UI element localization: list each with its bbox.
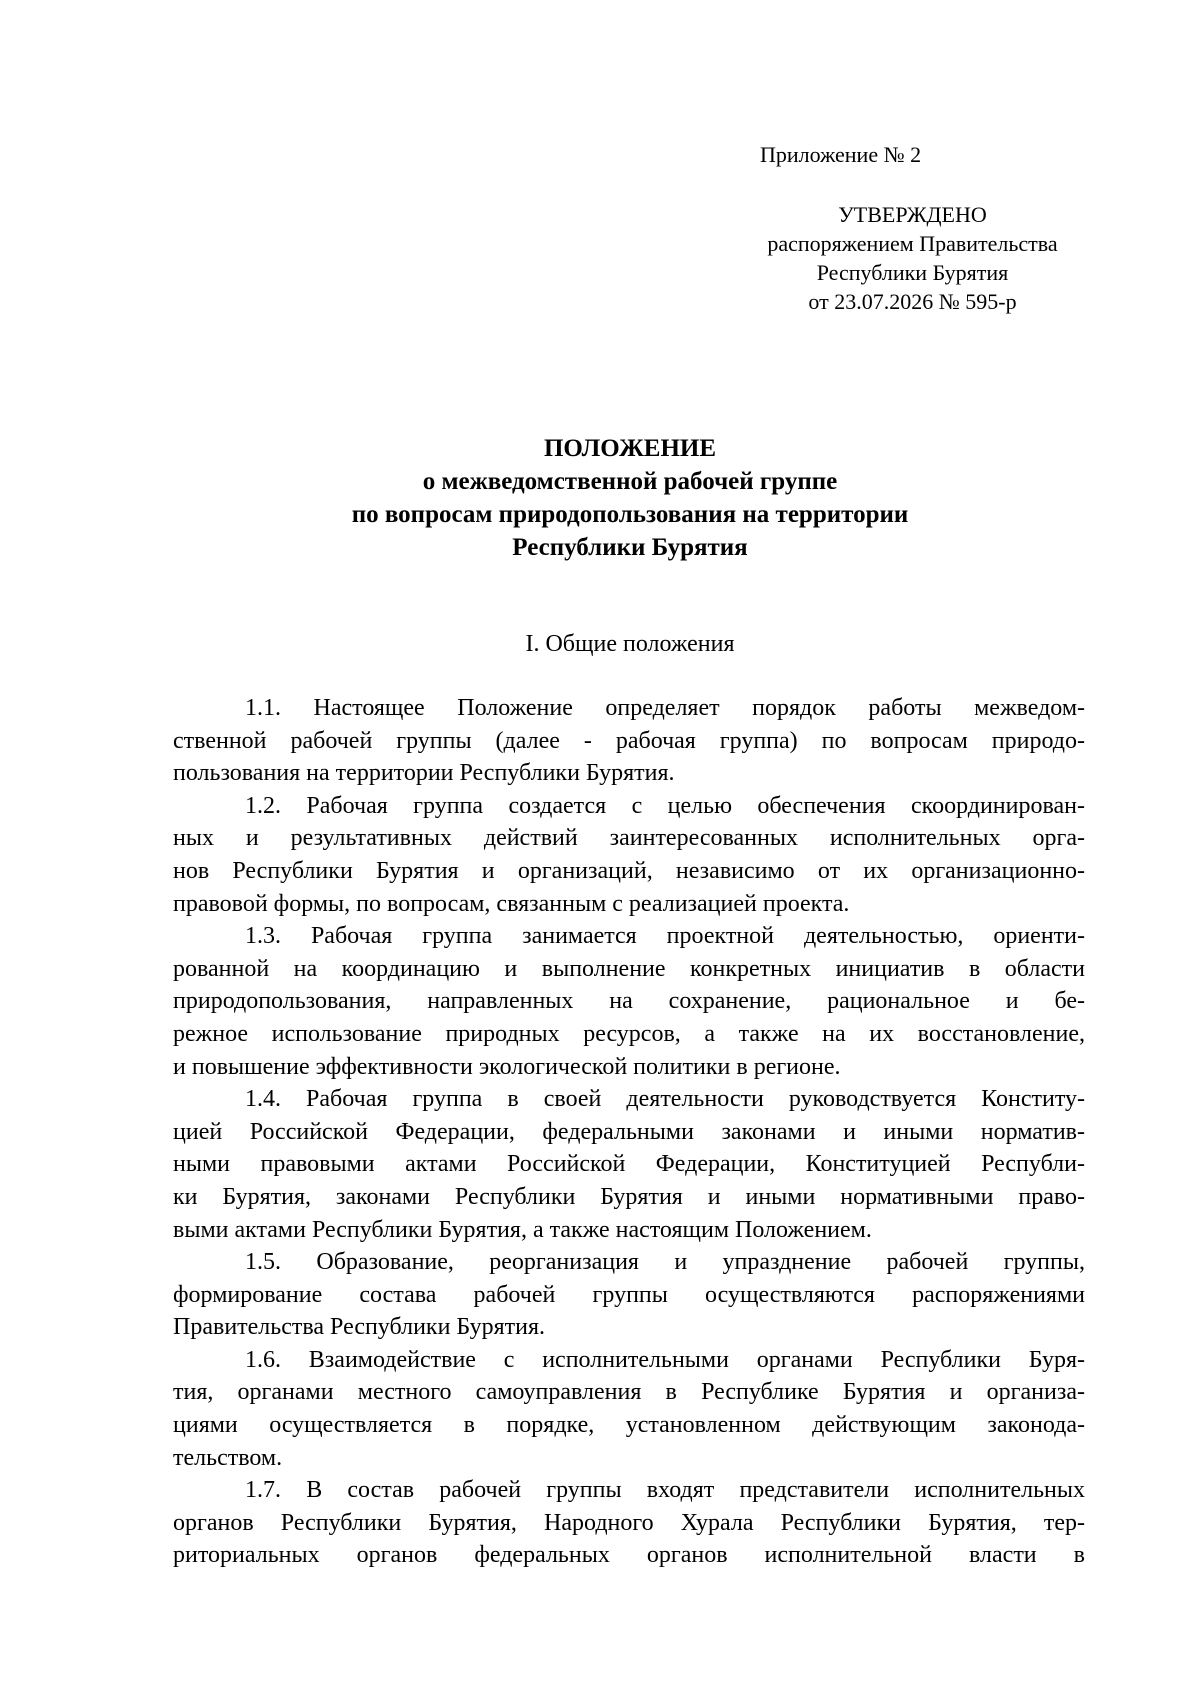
paragraph-line: 1.5. Образование, реорганизация и упразднение рабочей группы, bbox=[245, 1249, 1085, 1276]
paragraph-line: 1.7. В состав рабочей группы входят представители исполнительных bbox=[245, 1477, 1085, 1504]
title-line-3: по вопросам природопользования на территории bbox=[351, 501, 909, 528]
paragraph-line: 1.6. Взаимодействие с исполнительными органами Республики Буря- bbox=[245, 1346, 1085, 1373]
paragraph-line: 1.1. Настоящее Положение определяет порядок работы межведом- bbox=[245, 695, 1085, 721]
paragraph-line: режное использование природных ресурсов, а также на их восстановление, bbox=[173, 1020, 1085, 1047]
approval-line-3: от 23.07.2026 № 595-р bbox=[808, 289, 1017, 314]
section-heading: I. Общие положения bbox=[525, 631, 735, 657]
paragraph bbox=[173, 920, 1085, 1083]
paragraph-line: ственной рабочей группы (далее - рабочая группа) по вопросам природо- bbox=[173, 727, 1085, 754]
paragraph bbox=[173, 1474, 1085, 1572]
paragraph bbox=[173, 1083, 1085, 1246]
paragraph-line: риториальных органов федеральных органов исполнительной власти в bbox=[173, 1542, 1085, 1569]
paragraph-line: и повышение эффективности экологической политики в регионе. bbox=[173, 1053, 841, 1080]
approval-stamp-block bbox=[740, 200, 1085, 316]
approved-label: УТВЕРЖДЕНО bbox=[838, 202, 987, 227]
approval-line-1: распоряжением Правительства bbox=[767, 231, 1058, 256]
paragraph-line: тельством. bbox=[173, 1444, 283, 1471]
paragraph-line: выми актами Республики Бурятия, а также настоящим Положением. bbox=[173, 1216, 872, 1243]
paragraph-line: формирование состава рабочей группы осуществляются распоряжениями bbox=[173, 1281, 1085, 1308]
paragraph-line: 1.2. Рабочая группа создается с целью обеспечения скоординирован- bbox=[245, 792, 1085, 819]
paragraph-line: Правительства Республики Бурятия. bbox=[173, 1314, 546, 1341]
paragraph bbox=[173, 692, 1085, 790]
paragraph bbox=[173, 1344, 1085, 1474]
appendix-label: Приложение № 2 bbox=[760, 142, 922, 167]
paragraph-line: 1.4. Рабочая группа в своей деятельности руководствуется Конститу- bbox=[245, 1086, 1085, 1113]
approval-line-2: Республики Бурятия bbox=[816, 260, 1009, 285]
title-line-2: о межведомственной рабочей группе bbox=[422, 468, 838, 495]
paragraph-line: ных и результативных действий заинтересованных исполнительных орга- bbox=[173, 825, 1085, 852]
paragraph-line: нов Республики Бурятия и организаций, независимо от их организационно- bbox=[173, 857, 1085, 884]
document-body bbox=[173, 692, 1085, 1572]
paragraph-line: цией Российской Федерации, федеральными законами и иными норматив- bbox=[173, 1118, 1085, 1145]
document-title bbox=[160, 432, 1100, 564]
paragraph-line: тия, органами местного самоуправления в Республике Бурятия и организа- bbox=[173, 1379, 1085, 1406]
paragraph-line: правовой формы, по вопросам, связанным с реализацией проекта. bbox=[173, 890, 850, 917]
paragraph-line: 1.3. Рабочая группа занимается проектной деятельностью, ориенти- bbox=[245, 923, 1085, 950]
paragraph-line: ными правовыми актами Российской Федерации, Конституцией Республи- bbox=[173, 1151, 1085, 1178]
paragraph bbox=[173, 790, 1085, 920]
paragraph-line: пользования на территории Республики Бурятия. bbox=[173, 760, 675, 787]
paragraph-line: рованной на координацию и выполнение конкретных инициатив в области bbox=[173, 955, 1085, 982]
paragraph bbox=[173, 1246, 1085, 1344]
paragraph-line: природопользования, направленных на сохранение, рациональное и бе- bbox=[173, 988, 1085, 1015]
title-line-1: ПОЛОЖЕНИЕ bbox=[543, 435, 717, 462]
paragraph-line: органов Республики Бурятия, Народного Хурала Республики Бурятия, тер- bbox=[173, 1509, 1085, 1536]
paragraph-line: ки Бурятия, законами Республики Бурятия и иными нормативными право- bbox=[173, 1183, 1085, 1210]
paragraph-line: циями осуществляется в порядке, установленном действующим законода- bbox=[173, 1412, 1085, 1439]
title-line-4: Республики Бурятия bbox=[512, 534, 748, 561]
